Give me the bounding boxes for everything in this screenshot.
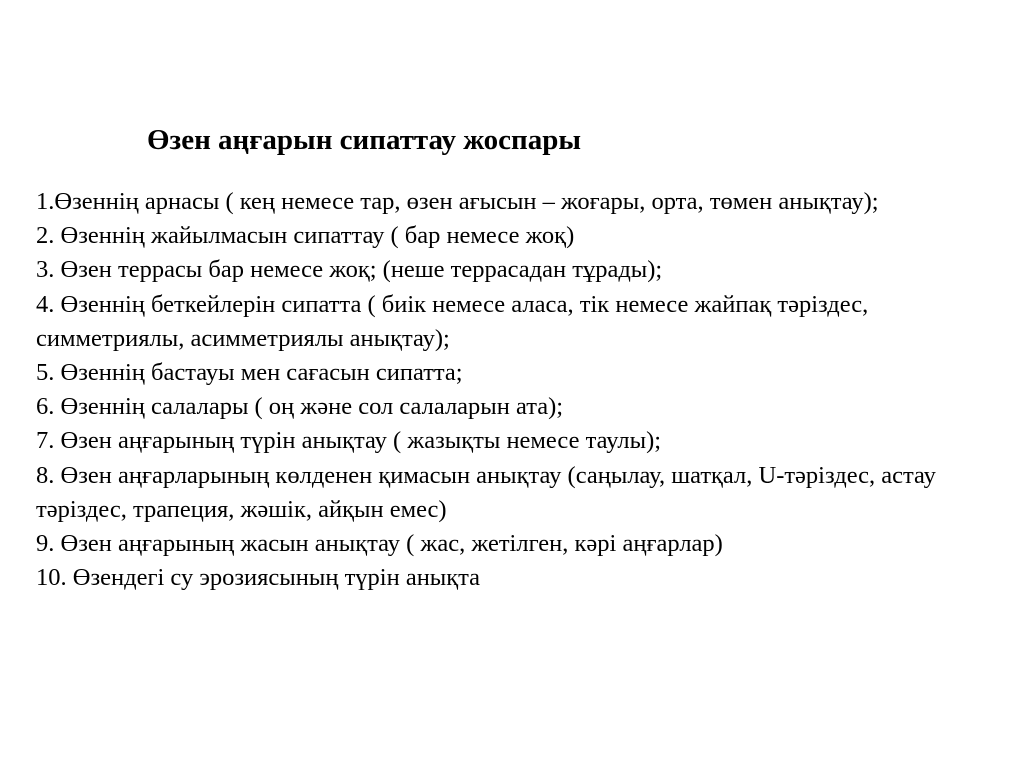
plan-item-6: 6. Өзеннің салалары ( оң және сол салаларын ата); xyxy=(36,393,564,421)
plan-item-1: 1.Өзеннің арнасы ( кең немесе тар, өзен ағысын – жоғары, орта, төмен анықтау); xyxy=(36,188,879,215)
plan-list xyxy=(36,185,976,595)
plan-item-8: 8. Өзен аңғарларының көлденен қимасын анықтау (саңылау, шатқал, U-тәріздес, астау тәріздес, трапеция, жәшік, айқын емес) xyxy=(36,461,936,523)
plan-item-4: 4. Өзеннің беткейлерін сипатта ( биік немесе аласа, тік немесе жайпақ тәріздес, симметриялы, асимметриялы анықтау); xyxy=(36,290,869,352)
plan-item-5: 5. Өзеннің бастауы мен сағасын сипатта; xyxy=(36,359,463,387)
plan-item-2: 2. Өзеннің жайылмасын сипаттау ( бар немесе жоқ) xyxy=(36,222,575,250)
plan-item-3: 3. Өзен террасы бар немесе жоқ; (неше террасадан тұрады); xyxy=(36,256,663,284)
plan-item-10: 10. Өзендегі су эрозиясының түрін анықта xyxy=(36,564,481,592)
plan-item-7: 7. Өзен аңғарының түрін анықтау ( жазықты немесе таулы); xyxy=(36,427,662,455)
slide-title: Өзен аңғарын сипаттау жоспары xyxy=(147,124,581,156)
plan-item-9: 9. Өзен аңғарының жасын анықтау ( жас, жетілген, кәрі аңғарлар) xyxy=(36,530,723,558)
